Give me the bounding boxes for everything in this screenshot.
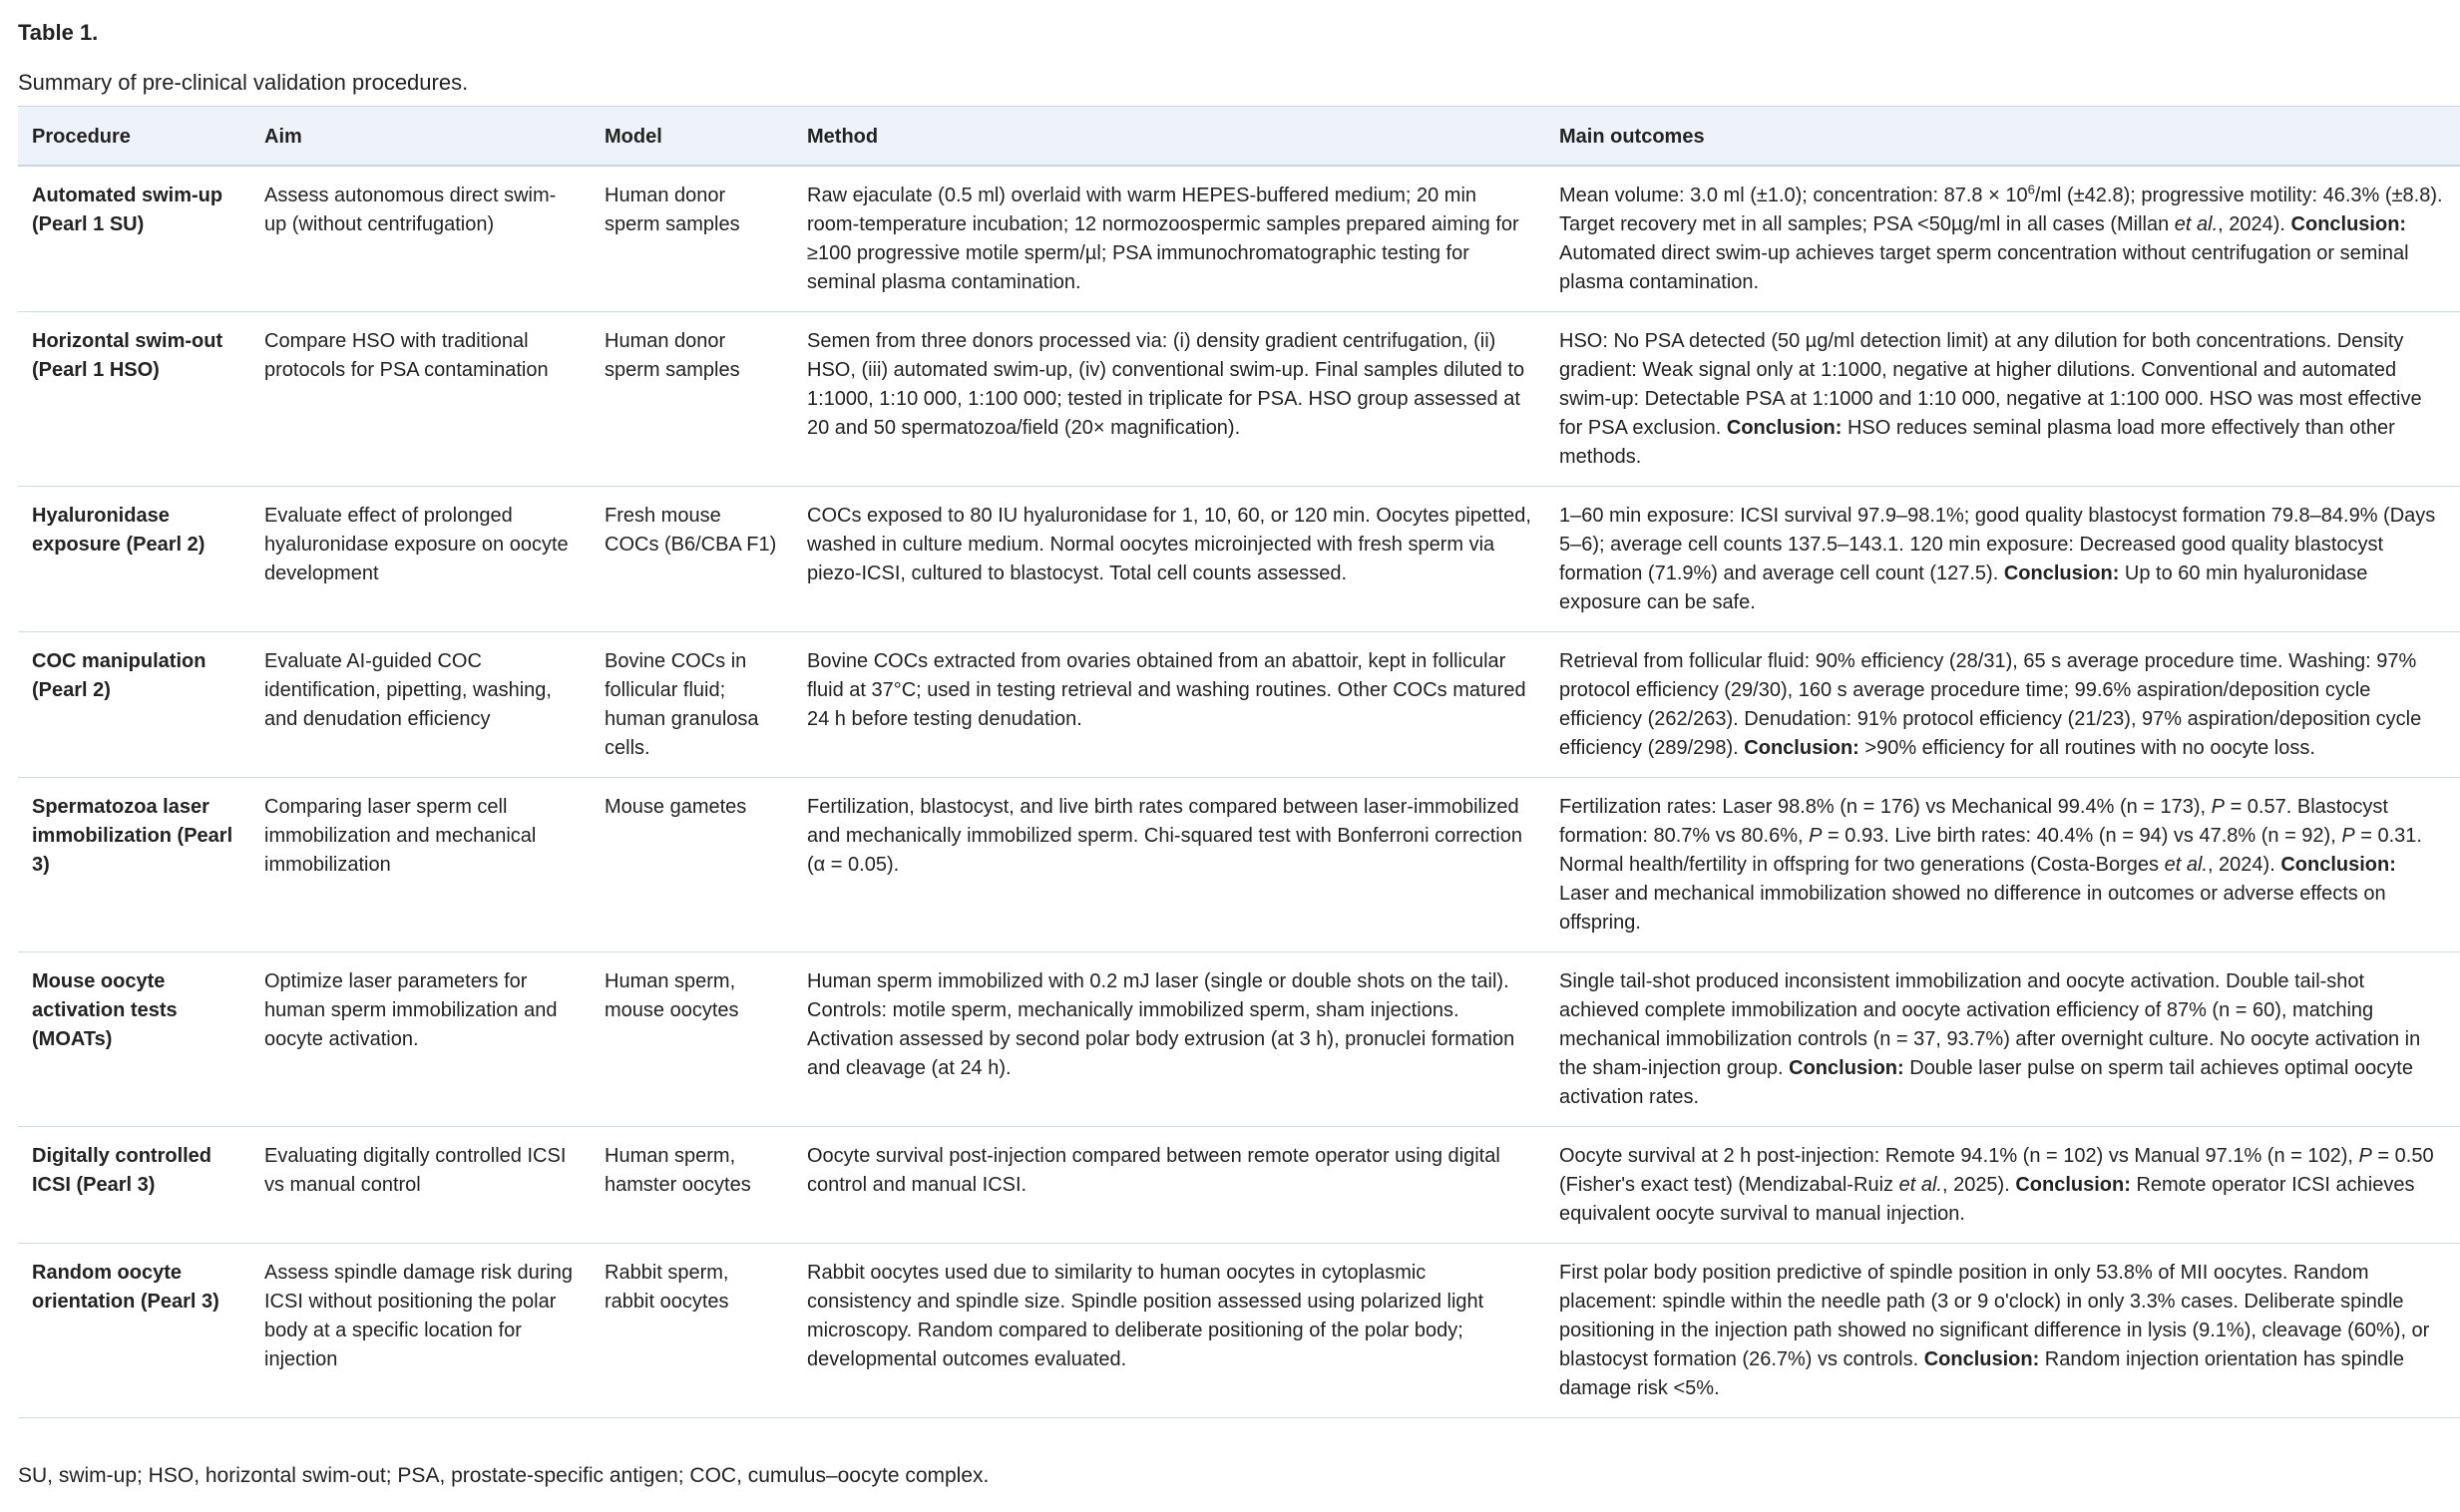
model-cell: Rabbit sperm, rabbit oocytes — [605, 1262, 729, 1313]
method-cell: Human sperm immobilized with 0.2 mJ laser (single or double shots on the tail). Controls: motile sperm, mechanically immobilized sperm, sham injections. Activation assessed by second polar body extrusion (at 3 h), pronuclei formation and cleavage (at 24 h). — [807, 970, 1515, 1079]
table-caption — [18, 18, 468, 98]
table-row — [18, 487, 2460, 632]
outcome-text: , 2025). — [1941, 1174, 2016, 1196]
conclusion-text: Remote operator ICSI achieves equivalent oocyte survival to manual injection. — [1559, 1174, 2415, 1225]
outcome-text: Fertilization rates: Laser 98.8% (n = 176) vs Mechanical 99.4% (n = 173), — [1559, 796, 2212, 818]
column-header-aim: Aim — [264, 126, 302, 148]
conclusion-label: Conclusion: — [2280, 854, 2396, 876]
outcome-text: Oocyte survival at 2 h post-injection: Remote 94.1% (n = 102) vs Manual 97.1% (n = 102), — [1559, 1145, 2359, 1167]
conclusion-text: Laser and mechanical immobilization showed no difference in outcomes or adverse effects on offspring. — [1559, 883, 2386, 934]
model-cell: Human sperm, mouse oocytes — [605, 970, 739, 1021]
procedure-cell: Horizontal swim-out (Pearl 1 HSO) — [32, 330, 223, 381]
method-cell: Rabbit oocytes used due to similarity to human oocytes in cytoplasmic consistency and spindle size. Spindle position assessed using polarized light microscopy. Random compared to deliberate positioning of the polar body; developmental outcomes evaluated. — [807, 1262, 1484, 1370]
model-cell: Mouse gametes — [605, 796, 747, 818]
p-value-symbol: P — [1809, 825, 1823, 847]
conclusion-label: Conclusion: — [2290, 213, 2407, 235]
procedures-table — [18, 106, 2460, 1418]
outcome-cell — [1545, 487, 2460, 632]
aim-cell: Evaluating digitally controlled ICSI vs manual control — [264, 1145, 567, 1196]
conclusion-label: Conclusion: — [2015, 1174, 2131, 1196]
outcome-text: /ml (±42.8); progressive motility: 46.3% (±8.8). Target recovery met in all samples; PSA <50µg/ml in all cases (Millan — [1559, 185, 2443, 235]
table-footnote: SU, swim-up; HSO, horizontal swim-out; PSA, prostate-specific antigen; COC, cumulus–oocyte complex. — [18, 1464, 990, 1487]
column-header-procedure: Procedure — [32, 126, 131, 148]
conclusion-label: Conclusion: — [1726, 417, 1843, 439]
citation-etal: et al. — [2174, 213, 2219, 235]
procedure-cell: Automated swim-up (Pearl 1 SU) — [32, 185, 223, 235]
outcome-text: 1–60 min exposure: ICSI survival 97.9–98.1%; good quality blastocyst formation 79.8–84.9% (Days 5–6); average cell counts 137.5–143.1. 120 min exposure: Decreased good quality blastocyst formation (71.9%) and average cell count (127.5). — [1559, 505, 2436, 584]
aim-cell: Comparing laser sperm cell immobilization and mechanical immobilization — [264, 796, 537, 876]
procedure-cell: Hyaluronidase exposure (Pearl 2) — [32, 505, 205, 556]
outcome-cell — [1545, 1127, 2460, 1244]
table-row — [18, 166, 2460, 312]
aim-cell: Optimize laser parameters for human sperm immobilization and oocyte activation. — [264, 970, 558, 1050]
table-label: Table 1. — [18, 20, 99, 45]
method-cell: COCs exposed to 80 IU hyaluronidase for 1, 10, 60, or 120 min. Oocytes pipetted, washed in culture medium. Normal oocytes microinjected with fresh sperm via piezo-ICSI, cultured to blastocyst. Total cell counts assessed. — [807, 505, 1531, 584]
outcome-cell — [1545, 166, 2460, 312]
outcome-text: , 2024). — [2218, 213, 2291, 235]
table-row — [18, 1244, 2460, 1418]
procedure-cell: Spermatozoa laser immobilization (Pearl 3) — [32, 796, 233, 876]
table-row — [18, 1127, 2460, 1244]
method-cell: Semen from three donors processed via: (i) density gradient centrifugation, (ii) HSO, (iii) automated swim-up, (iv) conventional swim-up. Final samples diluted to 1:1000, 1:10 000, 1:100 000; tested in triplicate for PSA. HSO group assessed at 20 and 50 spermatozoa/field (20× magnification). — [807, 330, 1525, 439]
citation-etal: et al. — [2164, 854, 2208, 876]
conclusion-text: HSO reduces seminal plasma load more effectively than other methods. — [1559, 417, 2395, 468]
outcome-text: = 0.31. Normal health/fertility in offspring for two generations (Costa-Borges — [1559, 825, 2422, 876]
model-cell: Bovine COCs in follicular fluid; human granulosa cells. — [605, 650, 759, 759]
conclusion-text: Automated direct swim-up achieves target sperm concentration without centrifugation or seminal plasma contamination. — [1559, 242, 2409, 293]
outcome-text: HSO: No PSA detected (50 µg/ml detection limit) at any dilution for both concentrations. Density gradient: Weak signal only at 1:1000, negative at higher dilutions. Conventional and automated swim-up: Detectable PSA at 1:1000 and 1:10 000, negative at 1:100 000. HSO was most effective for PSA exclusion. — [1559, 330, 2422, 439]
column-header-main-outcomes: Main outcomes — [1559, 126, 1705, 148]
p-value-symbol: P — [2358, 1145, 2372, 1167]
aim-cell: Assess autonomous direct swim-up (without centrifugation) — [264, 185, 557, 235]
method-cell: Raw ejaculate (0.5 ml) overlaid with warm HEPES-buffered medium; 20 min room-temperature incubation; 12 normozoospermic samples prepared aiming for ≥100 progressive motile sperm/µl; PSA immunochromatographic testing for seminal plasma contamination. — [807, 185, 1519, 293]
outcome-cell — [1545, 952, 2460, 1127]
table-row — [18, 952, 2460, 1127]
aim-cell: Evaluate effect of prolonged hyaluronidase exposure on oocyte development — [264, 505, 569, 584]
outcome-text: First polar body position predictive of spindle position in only 53.8% of MII oocytes. Random placement: spindle within the needle path (3 or 9 o'clock) in only 3.3% cases. Deliberate spindle positioning in the injection path showed no significant difference in lysis (9.1%), cleavage (60%), or blastocyst formation (26.7%) vs controls. — [1559, 1262, 2430, 1370]
outcome-text: Single tail-shot produced inconsistent immobilization and oocyte activation. Double tail-shot achieved complete immobilization and oocyte activation efficiency of 87% (n = 60), matching mechanical immobilization controls (n = 37, 93.7%) after overnight culture. No oocyte activation in the sham-injection group. — [1559, 970, 2421, 1079]
superscript: 6 — [2027, 182, 2035, 197]
table-title: Summary of pre-clinical validation procedures. — [18, 70, 469, 95]
outcome-text: Retrieval from follicular fluid: 90% efficiency (28/31), 65 s average procedure time. Washing: 97% protocol efficiency (29/30), 160 s average procedure time; 99.6% aspiration/deposition cycle efficiency (262/263). Denudation: 91% protocol efficiency (21/23), 97% aspiration/deposition cycle efficiency (289/298). — [1559, 650, 2422, 759]
conclusion-text: Double laser pulse on sperm tail achieves optimal oocyte activation rates. — [1559, 1057, 2413, 1108]
outcome-cell — [1545, 778, 2460, 952]
table-row — [18, 312, 2460, 487]
outcome-cell — [1545, 312, 2460, 487]
outcome-cell — [1545, 632, 2460, 778]
table-container — [18, 106, 2460, 1418]
conclusion-label: Conclusion: — [1923, 1348, 2040, 1370]
aim-cell: Compare HSO with traditional protocols for PSA contamination — [264, 330, 549, 381]
p-value-symbol: P — [2341, 825, 2355, 847]
outcome-text: = 0.57. Blastocyst formation: 80.7% vs 80.6%, — [1559, 796, 2388, 847]
model-cell: Human donor sperm samples — [605, 185, 740, 235]
method-cell: Oocyte survival post-injection compared between remote operator using digital control and manual ICSI. — [807, 1145, 1500, 1196]
column-header-method: Method — [807, 126, 879, 148]
aim-cell: Assess spindle damage risk during ICSI without positioning the polar body at a specific location for injection — [264, 1262, 574, 1370]
conclusion-text: >90% efficiency for all routines with no oocyte loss. — [1858, 737, 2315, 759]
outcome-text: , 2024). — [2207, 854, 2281, 876]
outcome-text: Mean volume: 3.0 ml (±1.0); concentration: 87.8 × 10 — [1559, 185, 2028, 206]
citation-etal: et al. — [1898, 1174, 1942, 1196]
table-row — [18, 632, 2460, 778]
outcome-cell — [1545, 1244, 2460, 1418]
procedure-cell: Random oocyte orientation (Pearl 3) — [32, 1262, 219, 1313]
outcome-text: = 0.93. Live birth rates: 40.4% (n = 94) vs 47.8% (n = 92), — [1822, 825, 2342, 847]
column-header-model: Model — [605, 126, 662, 148]
table-row — [18, 778, 2460, 952]
aim-cell: Evaluate AI-guided COC identification, pipetting, washing, and denudation efficiency — [264, 650, 552, 730]
conclusion-label: Conclusion: — [1789, 1057, 1904, 1079]
conclusion-text: Random injection orientation has spindle damage risk <5%. — [1559, 1348, 2405, 1399]
procedure-cell: Mouse oocyte activation tests (MOATs) — [32, 970, 178, 1050]
table-header-row — [18, 107, 2460, 167]
model-cell: Human donor sperm samples — [605, 330, 740, 381]
model-cell: Human sperm, hamster oocytes — [605, 1145, 751, 1196]
model-cell: Fresh mouse COCs (B6/CBA F1) — [605, 505, 777, 556]
method-cell: Fertilization, blastocyst, and live birth rates compared between laser-immobilized and mechanically immobilized sperm. Chi-squared test with Bonferroni correction (α = 0.05). — [807, 796, 1522, 876]
conclusion-text: Up to 60 min hyaluronidase exposure can be safe. — [1559, 563, 2368, 613]
conclusion-label: Conclusion: — [1744, 737, 1859, 759]
procedure-cell: Digitally controlled ICSI (Pearl 3) — [32, 1145, 212, 1196]
procedure-cell: COC manipulation (Pearl 2) — [32, 650, 206, 701]
p-value-symbol: P — [2211, 796, 2226, 818]
conclusion-label: Conclusion: — [2003, 563, 2120, 584]
outcome-text: = 0.50 (Fisher's exact test) (Mendizabal-Ruiz — [1559, 1145, 2434, 1196]
method-cell: Bovine COCs extracted from ovaries obtained from an abattoir, kept in follicular fluid at 37°C; used in testing retrieval and washing routines. Other COCs matured 24 h before testing denudation. — [807, 650, 1526, 730]
